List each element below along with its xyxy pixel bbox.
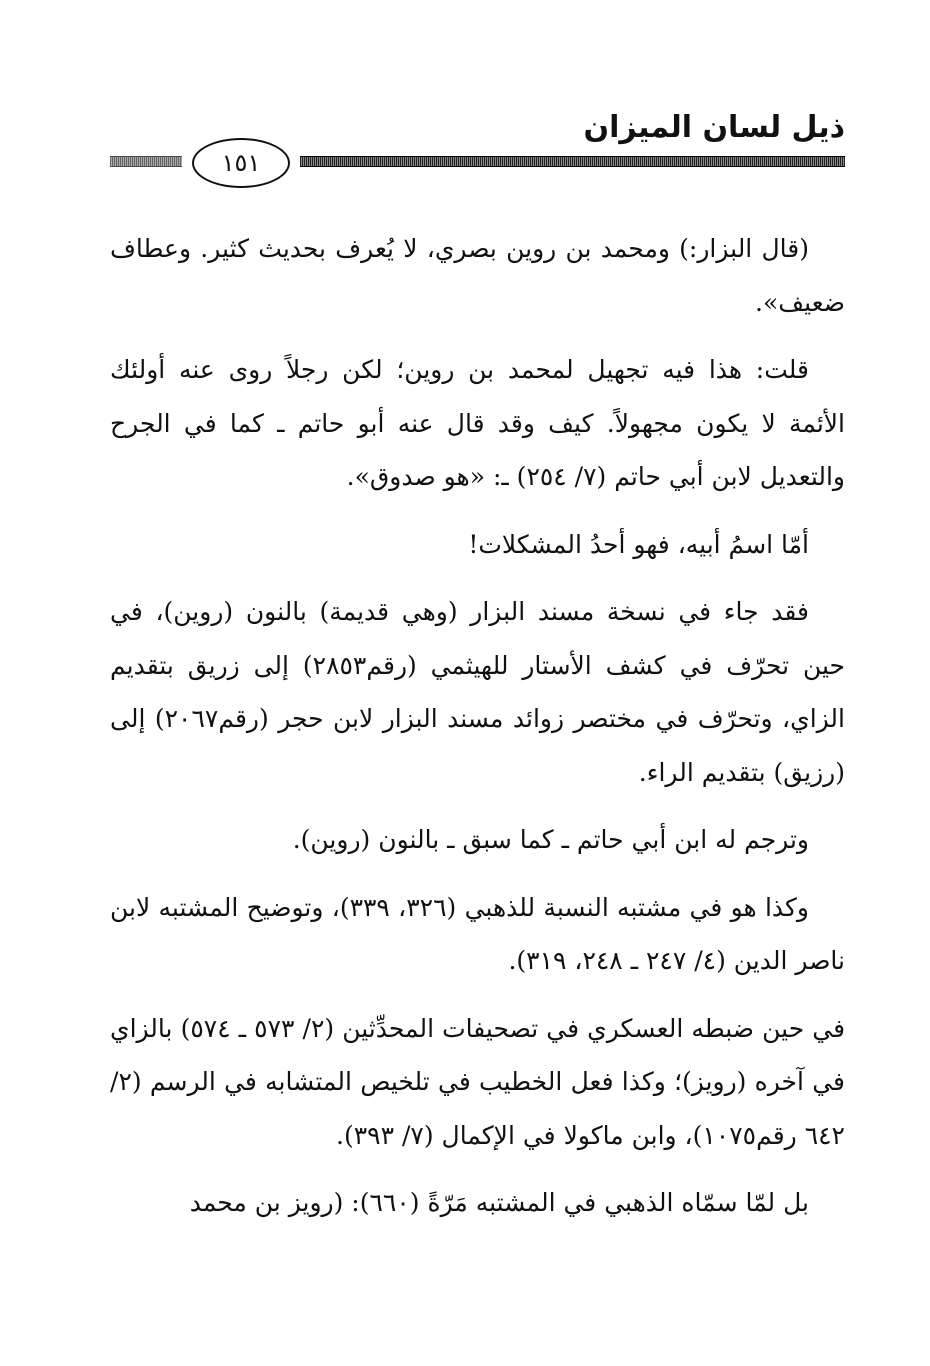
page-header [110, 108, 845, 188]
paragraph: (قال البزار:) ومحمد بن روين بصري، لا يُعرف بحديث كثير. وعطاف ضعيف». [110, 234, 845, 317]
paragraph: فقد جاء في نسخة مسند البزار (وهي قديمة) بالنون (روين)، في حين تحرّف في كشف الأستار للهيثمي (رقم٢٨٥٣) إلى زريق بتقديم الزاي، وتحرّف في مختصر زوائد مسند البزار لابن حجر (رقم٢٠٦٧) إلى (رزيق) بتقديم الراء. [110, 597, 845, 787]
paragraph: أمّا اسمُ أبيه، فهو أحدُ المشكلات! [468, 529, 809, 559]
page-body [110, 222, 845, 1244]
page-number: ١٥١ [192, 138, 290, 188]
paragraph: بل لمّا سمّاه الذهبي في المشتبه مَرّةً (٦٦٠): (رويز بن محمد [189, 1188, 809, 1217]
paragraph: في حين ضبطه العسكري في تصحيفات المحدِّثين (٢/ ٥٧٣ ـ ٥٧٤) بالزاي في آخره (رويز)؛ وكذا فعل الخطيب في تلخيص المتشابه في الرسم (٢/ ٦٤٢ رقم١٠٧٥)، وابن ماكولا في الإكمال (٧/ ٣٩٣). [110, 1013, 846, 1150]
paragraph: وترجم له ابن أبي حاتم ـ كما سبق ـ بالنون (روين). [292, 825, 809, 854]
header-rule-left [110, 156, 182, 167]
header-rule-right [300, 156, 845, 167]
book-title: ذيل لسان الميزان [583, 110, 845, 145]
paragraph: وكذا هو في مشتبه النسبة للذهبي (٣٢٦، ٣٣٩)، وتوضيح المشتبه لابن ناصر الدين (٤/ ٢٤٧ ـ ٢٤٨، ٣١٩). [110, 892, 845, 975]
paragraph: قلت: هذا فيه تجهيل لمحمد بن روين؛ لكن رجلاً روى عنه أولئك الأئمة لا يكون مجهولاً. كيف وقد قال عنه أبو حاتم ـ كما في الجرح والتعديل لابن أبي حاتم (٧/ ٢٥٤) ـ: «هو صدوق». [110, 355, 845, 491]
